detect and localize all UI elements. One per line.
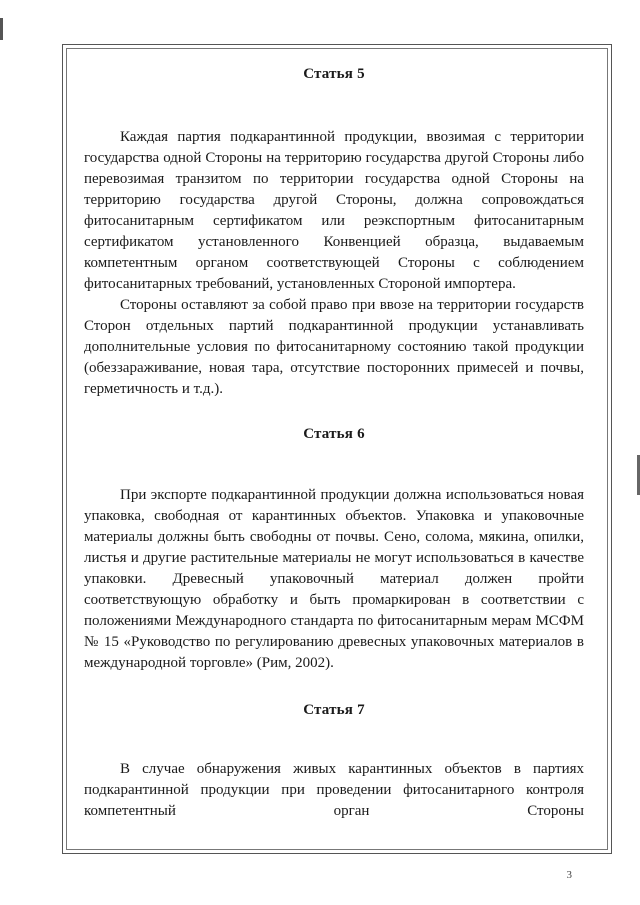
article-5-heading: Статья 5: [303, 66, 365, 82]
article-5-paragraph-2: Стороны оставляют за собой право при ввозе на территории государств Сторон отдельных партий подкарантинной продукции устанавливать дополнительные условия по фитосанитарному состоянию такой продукции (обеззараживание, новая тара, отсутствие посторонних примесей и почвы, герметичность и т.д.).: [84, 297, 584, 397]
article-7-paragraph-1: В случае обнаружения живых карантинных объектов в партиях подкарантинной продукции при проведении фитосанитарного контроля компетентный орган Стороны: [84, 761, 584, 819]
scan-edge-mark-left: [0, 18, 3, 40]
article-5-paragraph-1: Каждая партия подкарантинной продукции, ввозимая с территории государства одной Стороны на территорию государства другой Стороны либо перевозимая транзитом по территории государства одной Стороны на территорию государства другой Стороны, должна сопровождаться фитосанитарным сертификатом или реэкспортным фитосанитарным сертификатом установленного Конвенцией образца, выдаваемым компетентным органом соответствующей Стороны с соблюдением фитосанитарных требований, установленных Стороной импортера.: [84, 129, 584, 292]
document-body: [84, 58, 584, 822]
article-6-heading: Статья 6: [303, 426, 365, 442]
article-7-heading: Статья 7: [303, 702, 365, 718]
article-6-paragraph-1: При экспорте подкарантинной продукции должна использоваться новая упаковка, свободная от карантинных объектов. Упаковка и упаковочные материалы должны быть свободны от почвы. Сено, солома, мякина, опилки, листья и другие растительные материалы не могут использоваться в качестве упаковки. Древесный упаковочный материал должен пройти соответствующую обработку и быть промаркирован в соответствии с положениями Международного стандарта по фитосанитарным мерам МСФМ № 15 «Руководство по регулированию древесных упаковочных материалов в международной торговле» (Рим, 2002).: [84, 487, 584, 671]
page-number: 3: [566, 869, 572, 881]
